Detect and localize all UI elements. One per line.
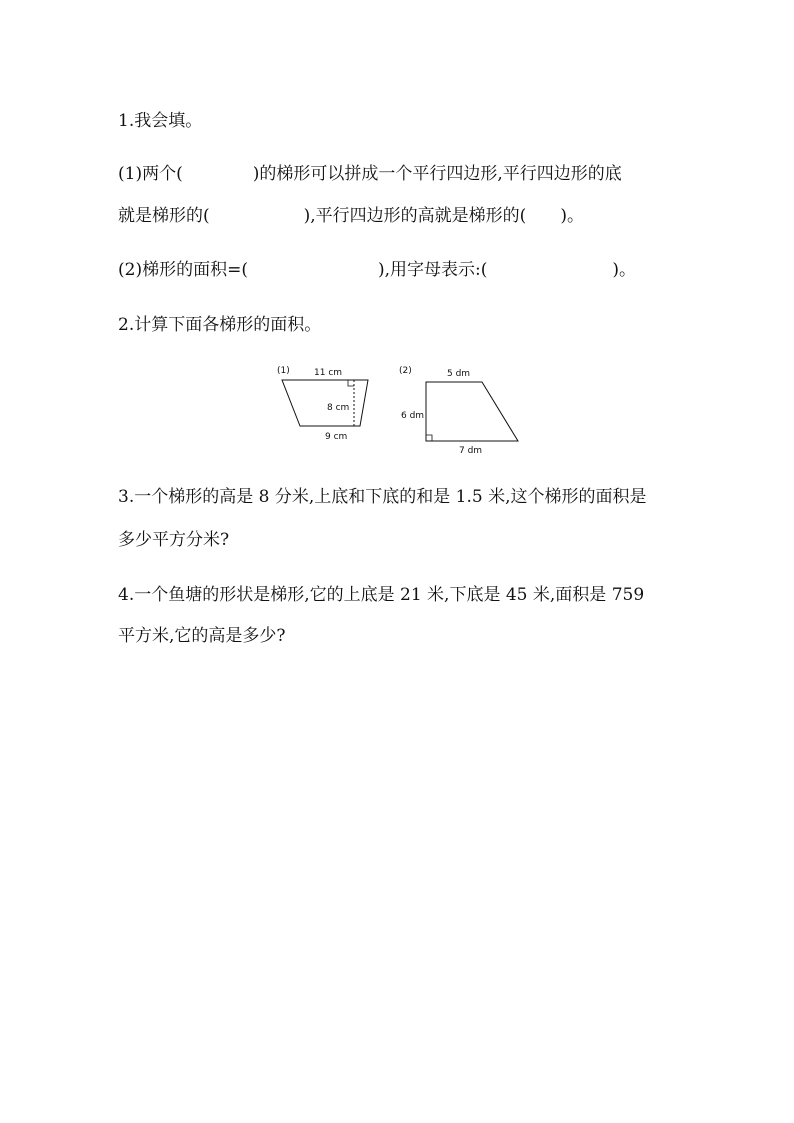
- q1-part1-line1: [118, 163, 622, 185]
- q1-part2-text-c: )。: [612, 260, 637, 280]
- q1-part1-text-b: )的梯形可以拼成一个平行四边形,平行四边形的底: [252, 164, 622, 184]
- q1-part2-text-a: (2)梯形的面积=(: [118, 260, 248, 280]
- q1-part1-text-e: )。: [560, 206, 584, 226]
- fig2-trapezoid: [426, 382, 518, 441]
- q3-line1: 3.一个梯形的高是 8 分米,上底和下底的和是 1.5 米,这个梯形的面积是: [118, 487, 647, 507]
- q1-title: 1.我会填。: [118, 111, 203, 131]
- fig2-top-label: 5 dm: [447, 369, 471, 379]
- fig1-height-label: 8 cm: [327, 403, 350, 413]
- fig2-right-angle-mark: [426, 435, 432, 441]
- q4-line2: 平方米,它的高是多少?: [118, 626, 286, 646]
- trapezoid-figures: [270, 360, 530, 460]
- q1-part2-line: [118, 259, 636, 281]
- q1-part2-text-b: ),用字母表示:(: [377, 260, 488, 280]
- q4-line1: 4.一个鱼塘的形状是梯形,它的上底是 21 米,下底是 45 米,面积是 759: [118, 585, 645, 605]
- q3-line2: 多少平方分米?: [118, 530, 230, 550]
- fig2-height-label: 6 dm: [401, 411, 425, 421]
- q1-part1-text-a: (1)两个(: [118, 164, 183, 184]
- q1-part1-text-c: 就是梯形的(: [118, 206, 210, 226]
- fig2-label: (2): [399, 366, 412, 376]
- fig1-trapezoid: [282, 380, 368, 426]
- trapezoid-diagrams: [270, 360, 530, 460]
- fig2-bottom-label: 7 dm: [459, 446, 483, 456]
- fig1-label: (1): [277, 366, 290, 376]
- q1-part1-line2: [118, 205, 584, 227]
- fig1-bottom-label: 9 cm: [325, 432, 348, 442]
- q1-part1-text-d: ),平行四边形的高就是梯形的(: [303, 206, 527, 226]
- q2-title: 2.计算下面各梯形的面积。: [118, 315, 322, 335]
- fig1-right-angle-mark: [348, 380, 354, 386]
- fig1-top-label: 11 cm: [314, 368, 343, 378]
